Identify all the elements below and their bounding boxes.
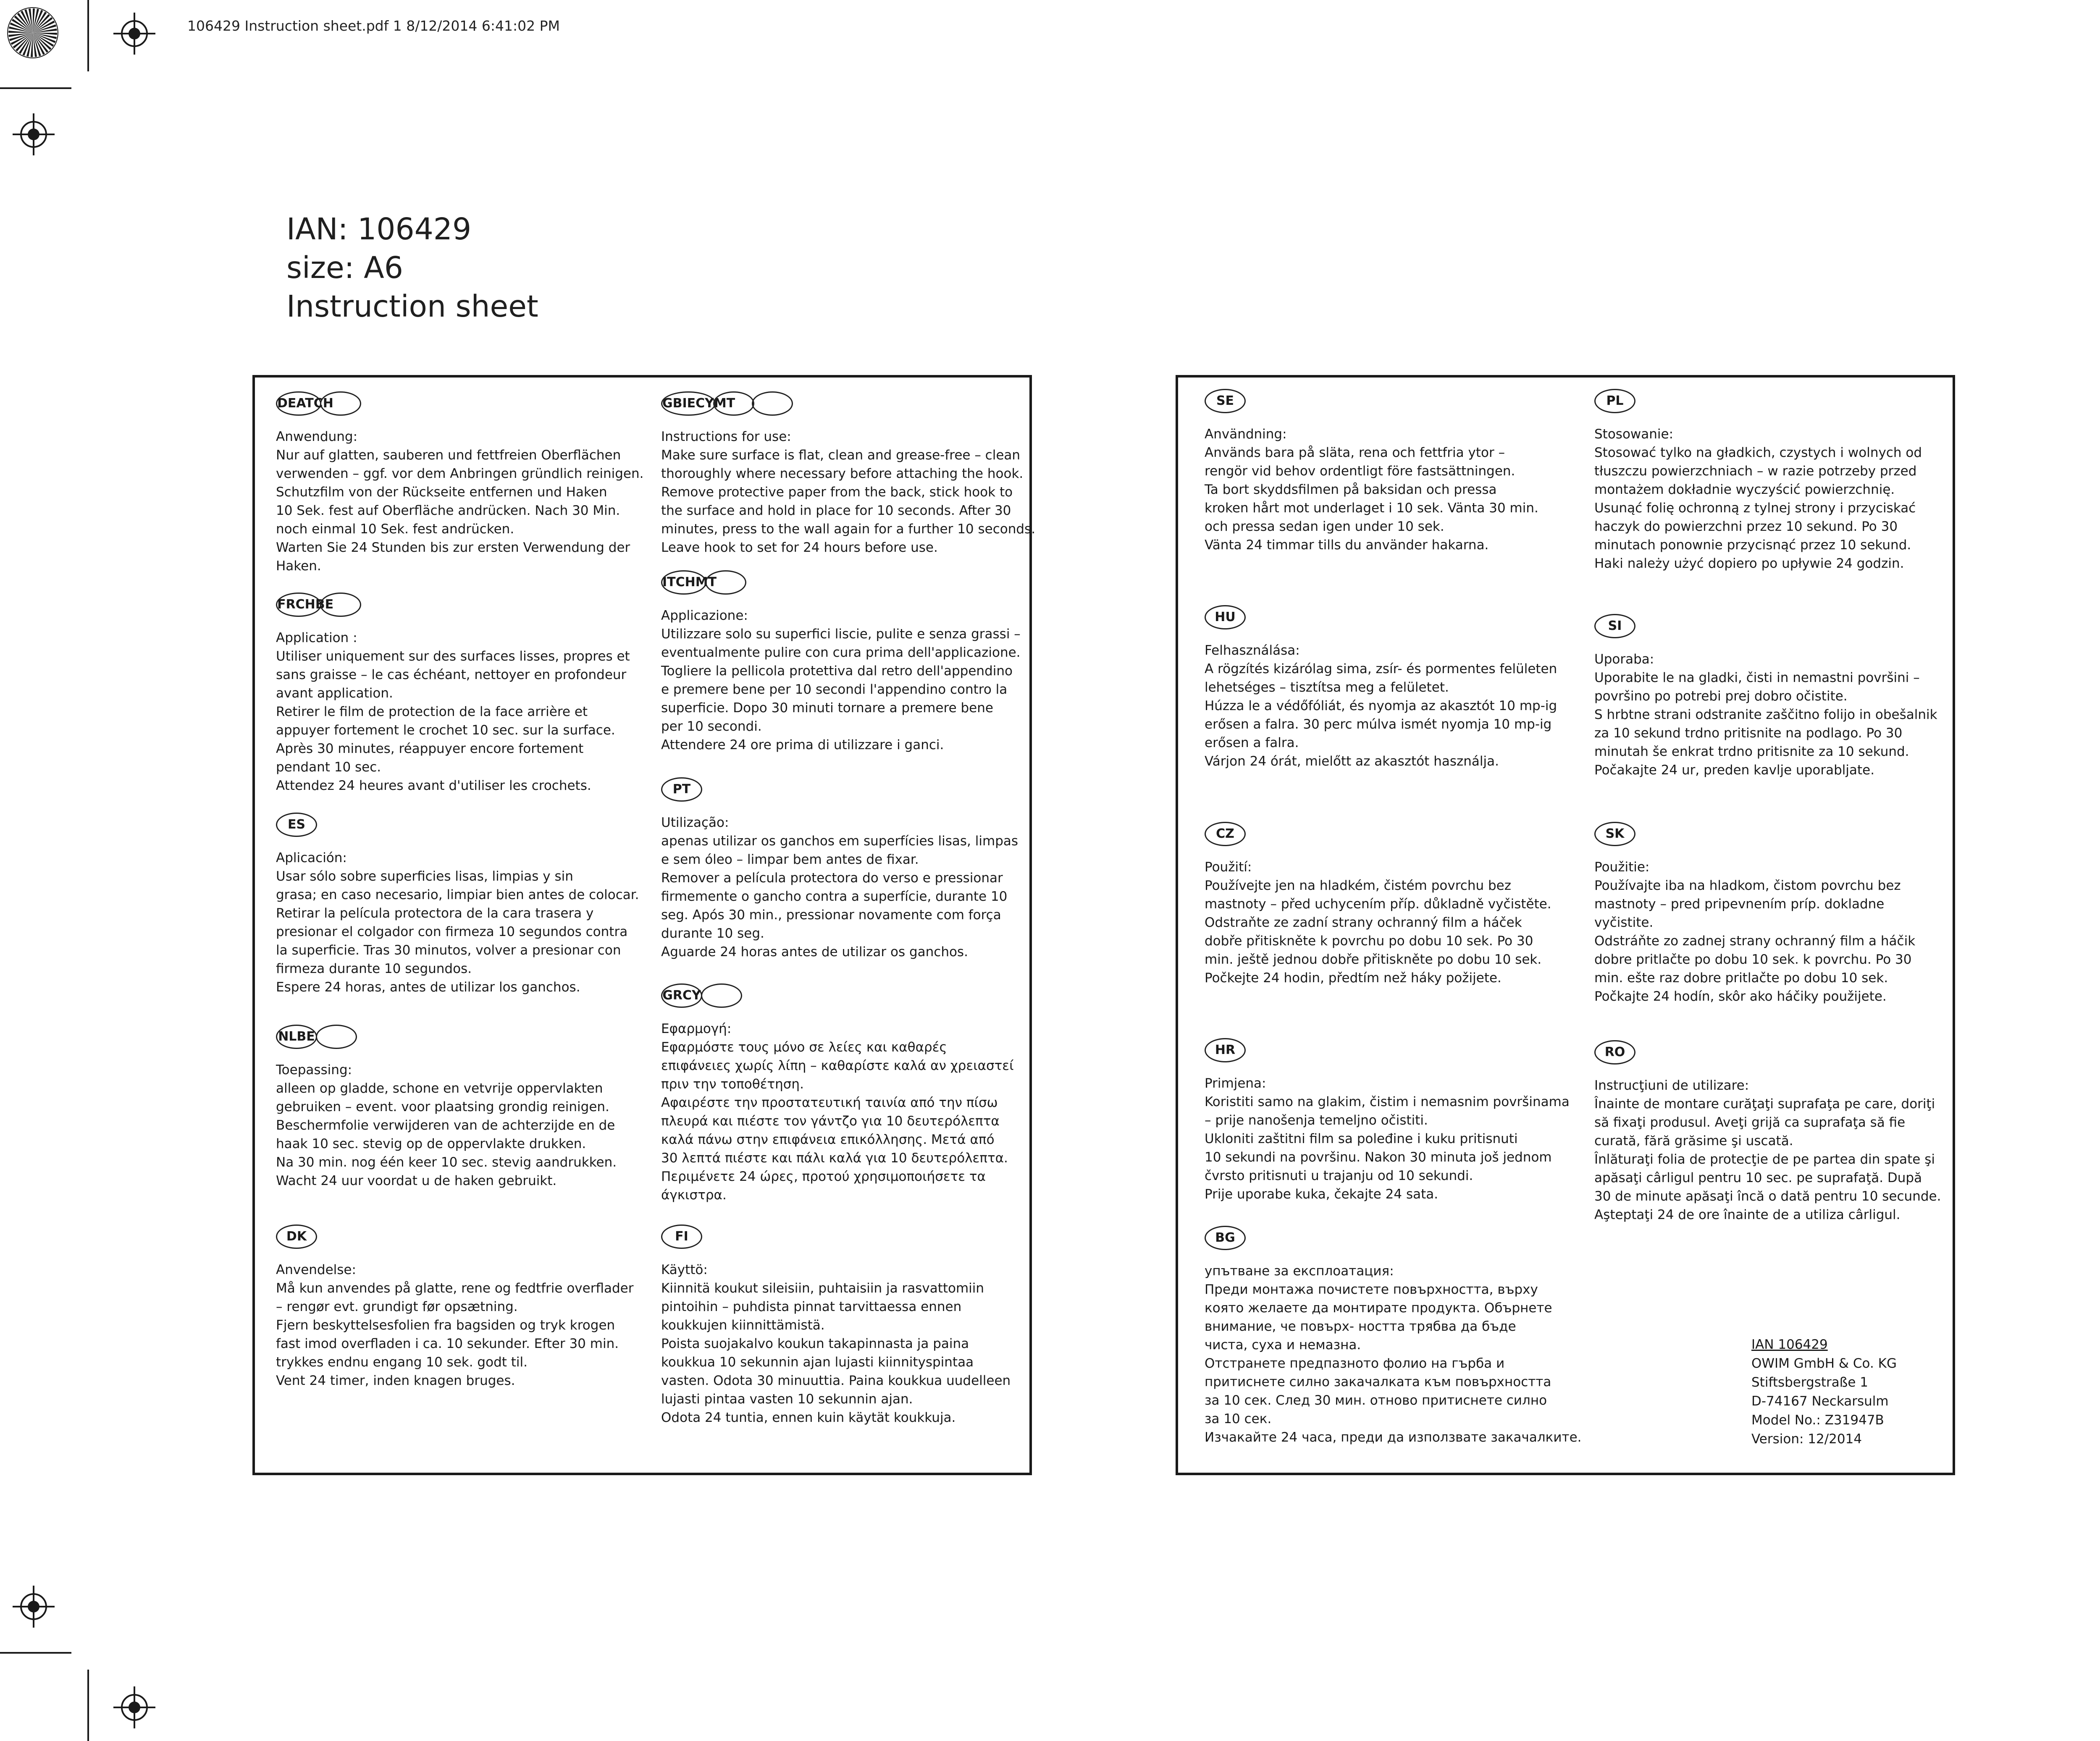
section-line: min. ještě jednou dobře přitiskněte po dobu 10 sek. (1205, 952, 1542, 967)
section-line: trykkes endnu engang 10 sek. godt til. (276, 1355, 528, 1370)
lang-badge: NLBE (276, 1025, 317, 1049)
section-title: Stosowanie: (1594, 427, 1674, 442)
section-si (1594, 614, 1981, 779)
lang-badge (713, 391, 754, 416)
section-line: Leave hook to set for 24 hours before use. (661, 540, 938, 555)
section-line: άγκιστρα. (661, 1188, 727, 1203)
section-line: Prije uporabe kuka, čekajte 24 sata. (1205, 1187, 1438, 1202)
section-line: Na 30 min. nog één keer 10 sec. stevig aandrukken. (276, 1155, 617, 1170)
section-line: Utilizzare solo su superfici liscie, pulite e senza grassi – (661, 627, 1021, 642)
section-line: haak 10 sec. stevig op de oppervlakte drukken. (276, 1136, 586, 1151)
footer-company: OWIM GmbH & Co. KG (1751, 1356, 1897, 1371)
section-line: minutach ponownie przycisnąć przez 10 sekund. (1594, 538, 1911, 553)
section-line: pintoihin – puhdista pinnat tarvittaessa ennen (661, 1299, 962, 1314)
section-line: e sem óleo – limpar bem antes de fixar. (661, 852, 919, 867)
section-line: presionar el colgador con firmeza 10 segundos contra (276, 924, 628, 939)
section-line: Používajte iba na hladkom, čistom povrchu bez (1594, 878, 1901, 893)
section-se (1205, 389, 1591, 554)
section-line: επιφάνειες χωρίς λίπη – καθαρίστε καλά αν χρειαστεί (661, 1058, 1014, 1073)
section-line: e premere bene per 10 secondi l'appendino contro la (661, 682, 1008, 697)
section-line: която желаете да монтирате продукта. Обърнете (1205, 1301, 1552, 1316)
section-line: Περιμένετε 24 ώρες, προτού χρησιμοποιήσετε τα (661, 1169, 986, 1184)
section-title: Applicazione: (661, 608, 748, 623)
section-title: Instructions for use: (661, 429, 791, 444)
section-line: Må kun anvendes på glatte, rene og fedtfrie overflader (276, 1281, 634, 1296)
pdf-header: 106429 Instruction sheet.pdf 1 8/12/2014 6:41:02 PM (187, 18, 560, 34)
section-line: Beschermfolie verwijderen van de achterzijde en de (276, 1118, 615, 1133)
section-line: erősen a falra. (1205, 735, 1299, 750)
section-line: Преди монтажа почистете повърхността, върху (1205, 1282, 1538, 1297)
section-hu (1205, 605, 1591, 771)
section-line: S hrbtne strani odstranite zaščitno folijo in obešalnik (1594, 707, 1937, 722)
lang-badge (752, 391, 793, 416)
section-line: la superficie. Tras 30 minutos, volver a presionar con (276, 943, 621, 958)
section-line: Attendere 24 ore prima di utilizzare i ganci. (661, 737, 944, 753)
lang-badge: HR (1205, 1038, 1246, 1062)
lang-badge: FI (661, 1224, 702, 1249)
section-line: Après 30 minutes, réappuyer encore fortement (276, 741, 584, 756)
section-line: Înainte de montare curăţaţi suprafaţa pe care, doriţi (1594, 1096, 1935, 1112)
section-line: Haken. (276, 558, 321, 574)
lang-badge (320, 391, 361, 416)
section-line: Warten Sie 24 Stunden bis zur ersten Verwendung der (276, 540, 630, 555)
section-line: πριν την τοποθέτηση. (661, 1077, 804, 1092)
section-line: erősen a falra. 30 perc múlva ismét nyomja 10 mp-ig (1205, 717, 1552, 732)
section-line: thoroughly where necessary before attaching the hook. (661, 466, 1024, 481)
section-line: притиснете силно закачалката към повърхността (1205, 1374, 1551, 1390)
section-line: verwenden – ggf. vor dem Anbringen gründlich reinigen. (276, 466, 644, 481)
section-line: mastnoty – před uchycením příp. důkladně vyčistěte. (1205, 897, 1551, 912)
registration-mark-icon (12, 1585, 55, 1628)
lang-badge (701, 983, 742, 1008)
section-line: 30 de minute apăsaţi încă o dată pentru 10 secunde. (1594, 1189, 1941, 1204)
section-line: Haki należy użyć dopiero po upływie 24 godzin. (1594, 556, 1904, 571)
section-es (276, 813, 662, 996)
ian-title: IAN: 106429 (286, 212, 472, 246)
section-line: καλά πάνω στην επιφάνεια επικόλλησης. Μετά από (661, 1132, 995, 1147)
section-nl (276, 1025, 662, 1190)
section-line: per 10 secondi. (661, 719, 762, 734)
section-line: za 10 sekund trdno pritisnite na podlago. Po 30 (1594, 726, 1903, 741)
section-line: Remove protective paper from the back, stick hook to (661, 485, 1013, 500)
section-line: mastnoty – pred pripevnením príp. dokladne (1594, 897, 1885, 912)
footer-version: Version: 12/2014 (1751, 1432, 1862, 1447)
section-line: Make sure surface is flat, clean and grease-free – clean (661, 448, 1021, 463)
section-line: firmeza durante 10 segundos. (276, 961, 472, 976)
section-line: Usar sólo sobre superficies lisas, limpias y sin (276, 869, 573, 884)
right-panel (1176, 375, 1955, 1475)
section-line: Uporabite le na gladki, čisti in nemastni površini – (1594, 670, 1920, 685)
section-title: Anvendelse: (276, 1262, 356, 1277)
section-dk (276, 1224, 662, 1390)
lang-badge: SE (1205, 389, 1246, 413)
section-line: să fixaţi produsul. Aveţi grijă ca suprafaţa să fie (1594, 1115, 1906, 1130)
section-pl (1594, 389, 1981, 573)
section-line: firmemente o gancho contra a superfície, durante 10 (661, 889, 1008, 904)
section-line: the surface and hold in place for 10 seconds. After 30 (661, 503, 1011, 518)
section-line: seg. Após 30 min., pressionar novamente com força (661, 907, 1001, 923)
section-line: Espere 24 horas, antes de utilizar los ganchos. (276, 980, 580, 995)
section-title: упътване за експлоатация: (1205, 1264, 1394, 1279)
section-line: sans graisse – le cas échéant, nettoyer en profondeur (276, 667, 627, 682)
section-line: pendant 10 sec. (276, 760, 381, 775)
section-line: och pressa sedan igen under 10 sek. (1205, 519, 1444, 534)
section-line: vyčistite. (1594, 915, 1654, 930)
lang-badge: HU (1205, 605, 1246, 629)
section-bg (1205, 1226, 1591, 1447)
section-line: Attendez 24 heures avant d'utiliser les crochets. (276, 778, 591, 793)
crop-line (0, 1652, 71, 1654)
title-block (286, 210, 538, 326)
footer-model: Model No.: Z31947B (1751, 1413, 1884, 1428)
crop-line (0, 87, 71, 89)
section-line: lehetséges – tisztítsa meg a felületet. (1205, 680, 1449, 695)
section-sk (1594, 822, 1981, 1006)
section-line: Înlăturaţi folia de protecţie de pe partea din spate şi (1594, 1152, 1935, 1167)
lang-badge: GBIECYMT (661, 391, 716, 416)
section-title: Utilização: (661, 815, 729, 830)
section-line: – prije nanošenja temeljno očistiti. (1205, 1113, 1428, 1128)
section-pt (661, 777, 1047, 961)
crop-line (87, 0, 89, 71)
registration-mark-icon (113, 12, 156, 55)
section-line: dobře přitiskněte k povrchu po dobu 10 sek. Po 30 (1205, 933, 1533, 949)
lang-badge: RO (1594, 1040, 1635, 1065)
section-fi (661, 1224, 1047, 1427)
registration-mark-icon (113, 1686, 156, 1729)
section-line: površino po potrebi prej dobro očistite. (1594, 689, 1848, 704)
section-line: Används bara på släta, rena och fettfria ytor – (1205, 445, 1505, 460)
section-line: Ta bort skyddsfilmen på baksidan och pressa (1205, 482, 1497, 497)
section-title: Toepassing: (276, 1062, 352, 1078)
lang-badge: ITCHMT (661, 570, 706, 595)
section-cz (1205, 822, 1591, 987)
section-line: Aşteptaţi 24 de ore înainte de a utiliza cârligul. (1594, 1207, 1900, 1222)
section-line: Αφαιρέστε την προστατευτική ταινία από την πίσω (661, 1095, 998, 1110)
lang-badge (705, 570, 746, 595)
section-line: montażem dokładnie wyczyścić powierzchnię. (1594, 482, 1895, 497)
section-line: Schutzfilm von der Rückseite entfernen und Haken (276, 485, 607, 500)
lang-badge: ES (276, 813, 317, 837)
section-line: πλευρά και πιέστε τον γάντζο για 10 δευτερόλεπτα (661, 1114, 1000, 1129)
section-line: gebruiken – event. voor plaatsing grondig reinigen. (276, 1099, 609, 1114)
section-line: Odstráňte zo zadnej strany ochranný film a háčik (1594, 933, 1916, 949)
section-line: eventualmente pulire con cura prima dell'applicazione. (661, 645, 1021, 660)
crop-line (87, 1670, 89, 1741)
section-line: Stosować tylko na gładkich, czystych i wolnych od (1594, 445, 1922, 460)
section-line: tłuszczu powierzchniach – w razie potrzeby przed (1594, 464, 1917, 479)
section-line: Aguarde 24 horas antes de utilizar os ganchos. (661, 944, 968, 960)
section-line: Nur auf glatten, sauberen und fettfreien Oberflächen (276, 448, 621, 463)
section-it (661, 570, 1047, 754)
section-line: Várjon 24 órát, mielőtt az akasztót használja. (1205, 754, 1499, 769)
section-line: superficie. Dopo 30 minuti tornare a premere bene (661, 700, 993, 716)
section-line: Odota 24 tuntia, ennen kuin käytät koukkuja. (661, 1410, 956, 1425)
lang-badge: SI (1594, 614, 1635, 638)
section-line: vasten. Odota 30 minuuttia. Paina koukkua uudelleen (661, 1373, 1011, 1388)
section-line: fast imod overfladen i ca. 10 sekunder. Efter 30 min. (276, 1336, 619, 1351)
section-title: Felhasználása: (1205, 643, 1300, 658)
lang-badge: FRCHBE (276, 593, 321, 617)
section-line: Počakajte 24 ur, preden kavlje uporabljate. (1594, 763, 1875, 778)
section-line: Usunąć folię ochronną z tylnej strony i przyciskać (1594, 501, 1916, 516)
section-line: avant application. (276, 686, 393, 701)
lang-badge: PL (1594, 389, 1635, 413)
section-line: 10 Sek. fest auf Oberfläche andrücken. Nach 30 Min. (276, 503, 620, 518)
section-line: koukkujen kiinnittämistä. (661, 1318, 825, 1333)
section-title: Anwendung: (276, 429, 358, 444)
section-line: Fjern beskyttelsesfolien fra bagsiden og tryk krogen (276, 1318, 615, 1333)
section-line: koukkua 10 sekunnin ajan lujasti kiinnityspintaa (661, 1355, 974, 1370)
section-title: Instrucţiuni de utilizare: (1594, 1078, 1749, 1093)
section-de (276, 391, 662, 575)
section-fr (276, 593, 662, 795)
lang-badge: DK (276, 1224, 317, 1249)
section-line: Отстранете предпазното фолио на гърба и (1205, 1356, 1505, 1371)
section-line: Poista suojakalvo koukun takapinnasta ja paina (661, 1336, 969, 1351)
section-title: Uporaba: (1594, 652, 1654, 667)
section-line: Remover a película protectora do verso e pressionar (661, 870, 1003, 886)
section-title: Εφαρμογή: (661, 1021, 732, 1036)
section-line: Počkejte 24 hodin, předtím než háky požijete. (1205, 970, 1502, 986)
lang-badge: SK (1594, 822, 1635, 846)
section-title: Application : (276, 630, 357, 645)
left-panel (252, 375, 1036, 1475)
section-title: Primjena: (1205, 1076, 1266, 1091)
section-line: Vent 24 timer, inden knagen bruges. (276, 1373, 515, 1388)
section-line: Vänta 24 timmar tills du använder hakarna. (1205, 538, 1489, 553)
star-target-icon (7, 7, 59, 59)
section-gb (661, 391, 1047, 557)
footer-street: Stiftsbergstraße 1 (1751, 1375, 1868, 1390)
size-title: size: A6 (286, 250, 403, 285)
section-line: alleen op gladde, schone en vetvrije oppervlakten (276, 1081, 603, 1096)
section-line: Odstraňte ze zadní strany ochranný film a háček (1205, 915, 1522, 930)
section-line: minutah še enkrat trdno pritisnite za 10 sekund. (1594, 744, 1909, 759)
section-line: appuyer fortement le crochet 10 sec. sur la surface. (276, 723, 615, 738)
section-line: lujasti pintaa vasten 10 sekunnin ajan. (661, 1392, 913, 1407)
section-line: Používejte jen na hladkém, čistém povrchu bez (1205, 878, 1511, 893)
section-line: за 10 сек. (1205, 1411, 1272, 1426)
section-line: čvrsto pritisnuti u trajanju od 10 sekundi. (1205, 1168, 1473, 1183)
lang-badge (320, 593, 361, 617)
section-line: внимание, че повърх- ността трябва да бъде (1205, 1319, 1516, 1334)
section-line: min. ešte raz dobre pritlačte po dobu 10 sek. (1594, 970, 1888, 986)
section-line: Utiliser uniquement sur des surfaces lisses, propres et (276, 649, 630, 664)
section-line: Retirar la película protectora de la cara trasera y (276, 906, 594, 921)
lang-badge: PT (661, 777, 702, 802)
section-line: A rögzítés kizárólag sima, zsír- és pormentes felületen (1205, 661, 1557, 676)
section-line: Изчакайте 24 часа, преди да използвате закачалките. (1205, 1430, 1582, 1445)
section-line: Ukloniti zaštitni film sa poleđine i kuku pritisnuti (1205, 1131, 1518, 1146)
section-line: rengör vid behov ordentligt före fastsättningen. (1205, 464, 1515, 479)
section-line: Húzza le a védőfóliát, és nyomja az akasztót 10 mp-ig (1205, 698, 1557, 713)
section-line: Retirer le film de protection de la face arrière et (276, 704, 588, 719)
section-line: Wacht 24 uur voordat u de haken gebruikt. (276, 1173, 557, 1188)
section-title: Käyttö: (661, 1262, 708, 1277)
section-title: Användning: (1205, 427, 1287, 442)
section-line: Togliere la pellicola protettiva dal retro dell'appendino (661, 663, 1013, 679)
section-line: Počkajte 24 hodín, skôr ako háčiky použijete. (1594, 989, 1887, 1004)
registration-mark-icon (12, 113, 55, 156)
section-line: kroken hårt mot underlaget i 10 sek. Vänta 30 min. (1205, 501, 1538, 516)
footer-city: D-74167 Neckarsulm (1751, 1394, 1889, 1409)
section-line: haczyk do powierzchni przez 10 sekund. Po 30 (1594, 519, 1898, 534)
section-line: apăsaţi cârligul pentru 10 sec. pe suprafaţă. După (1594, 1170, 1922, 1185)
lang-badge: DEATCH (276, 391, 321, 416)
section-line: Koristiti samo na glakim, čistim i nemasnim površinama (1205, 1094, 1570, 1109)
section-line: – rengør evt. grundigt før opsætning. (276, 1299, 518, 1314)
section-line: Εφαρμόστε τους μόνο σε λείες και καθαρές (661, 1040, 947, 1055)
manufacturer-info (1751, 1335, 1897, 1449)
lang-badge: BG (1205, 1226, 1246, 1250)
section-line: 30 λεπτά πιέστε και πάλι καλά για 10 δευτερόλεπτα. (661, 1151, 1008, 1166)
section-line: curată, fără grăsime şi uscată. (1594, 1133, 1793, 1148)
section-title: Aplicación: (276, 850, 347, 865)
section-line: dobre pritlačte po dobu 10 sek. k povrchu. Po 30 (1594, 952, 1912, 967)
section-line: Kiinnitä koukut sileisiin, puhtaisiin ja rasvattomiin (661, 1281, 984, 1296)
section-line: чиста, суха и немазна. (1205, 1337, 1361, 1353)
footer-ian: IAN 106429 (1751, 1337, 1828, 1352)
section-line: 10 sekundi na površinu. Nakon 30 minuta još jednom (1205, 1150, 1552, 1165)
section-line: за 10 сек. След 30 мин. отново притиснете силно (1205, 1393, 1547, 1408)
section-line: apenas utilizar os ganchos em superfícies lisas, limpas (661, 834, 1018, 849)
section-ro (1594, 1040, 1981, 1224)
lang-badge: CZ (1205, 822, 1246, 846)
section-line: minutes, press to the wall again for a further 10 seconds. (661, 522, 1036, 537)
section-line: durante 10 seg. (661, 926, 764, 941)
section-gr (661, 983, 1047, 1204)
section-line: noch einmal 10 Sek. fest andrücken. (276, 522, 514, 537)
lang-badge: GRCY (661, 983, 702, 1008)
instruction-title: Instruction sheet (286, 289, 538, 324)
section-line: grasa; en caso necesario, limpiar bien antes de colocar. (276, 887, 639, 902)
lang-badge (316, 1025, 357, 1049)
section-hr (1205, 1038, 1591, 1203)
section-title: Použití: (1205, 860, 1252, 875)
section-title: Použitie: (1594, 860, 1650, 875)
